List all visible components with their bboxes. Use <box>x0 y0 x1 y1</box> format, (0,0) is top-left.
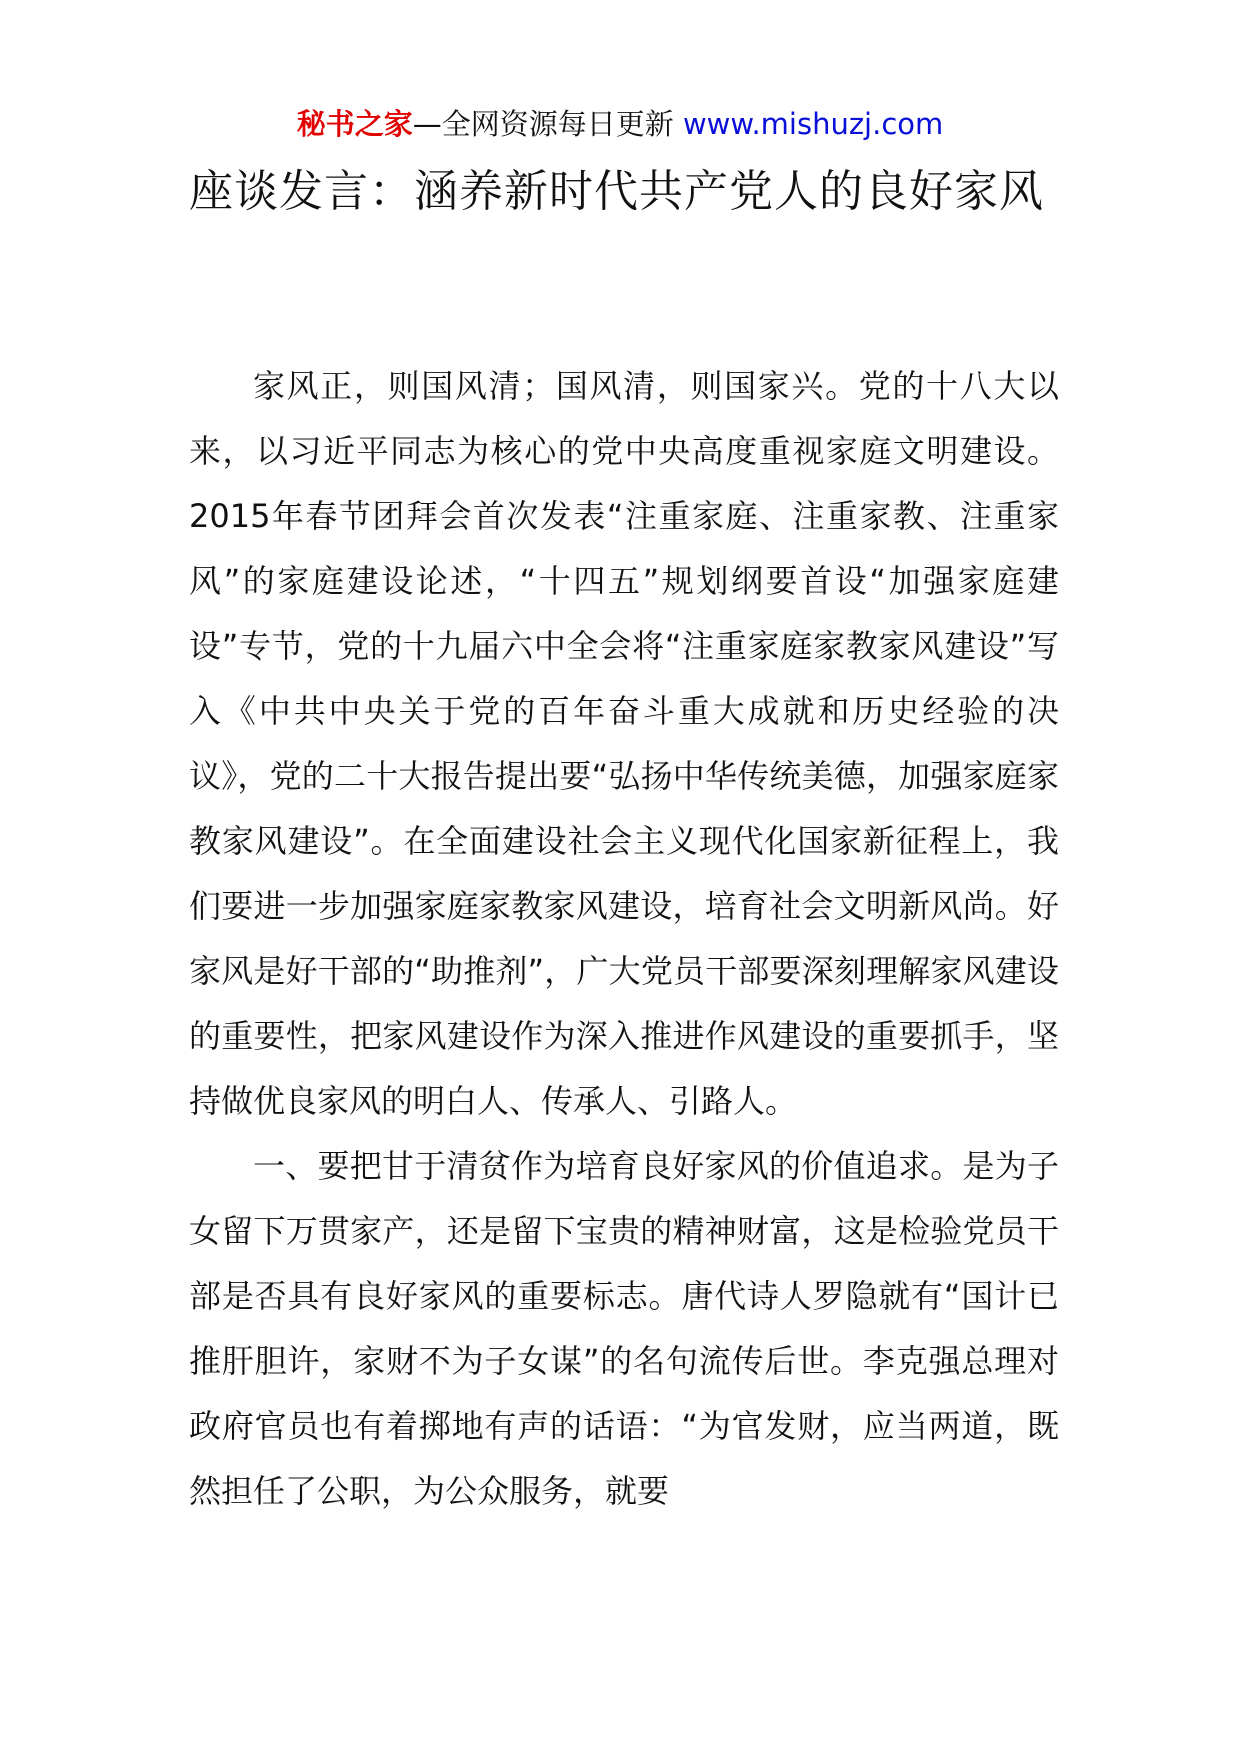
paragraph-section-one: 一、要把甘于清贫作为培育良好家风的价值追求。是为子女留下万贯家产，还是留下宝贵的精神财富，这是检验党员干部是否具有良好家风的重要标志。唐代诗人罗隐就有“国计已推肝胆许，家财不为子女谋”的名句流传后世。李克强总理对政府官员也有着掷地有声的话语：“为官发财，应当两道，既然担任了公职，为公众服务，就要 <box>189 1147 1059 1510</box>
document-title: 座谈发言：涵养新时代共产党人的良好家风 <box>189 166 1044 217</box>
site-header <box>0 104 1240 144</box>
site-url-link[interactable]: www.mishuzj.com <box>682 107 944 141</box>
header-tagline: —全网资源每日更新 <box>412 107 674 141</box>
paragraph-intro: 家风正，则国风清；国风清，则国家兴。党的十八大以来，以习近平同志为核心的党中央高度重视家庭文明建设。2015年春节团拜会首次发表“注重家庭、注重家教、注重家风”的家庭建设论述，“十四五”规划纲要首设“加强家庭建设”专节，党的十九届六中全会将“注重家庭家教家风建设”写入《中共中央关于党的百年奋斗重大成就和历史经验的决议》，党的二十大报告提出要“弘扬中华传统美德，加强家庭家教家风建设”。在全面建设社会主义现代化国家新征程上，我们要进一步加强家庭家教家风建设，培育社会文明新风尚。好家风是好干部的“助推剂”，广大党员干部要深刻理解家风建设的重要性，把家风建设作为深入推进作风建设的重要抓手，坚持做优良家风的明白人、传承人、引路人。 <box>189 367 1059 1120</box>
brand-name: 秘书之家 <box>296 107 413 141</box>
document-body <box>189 354 1059 1524</box>
